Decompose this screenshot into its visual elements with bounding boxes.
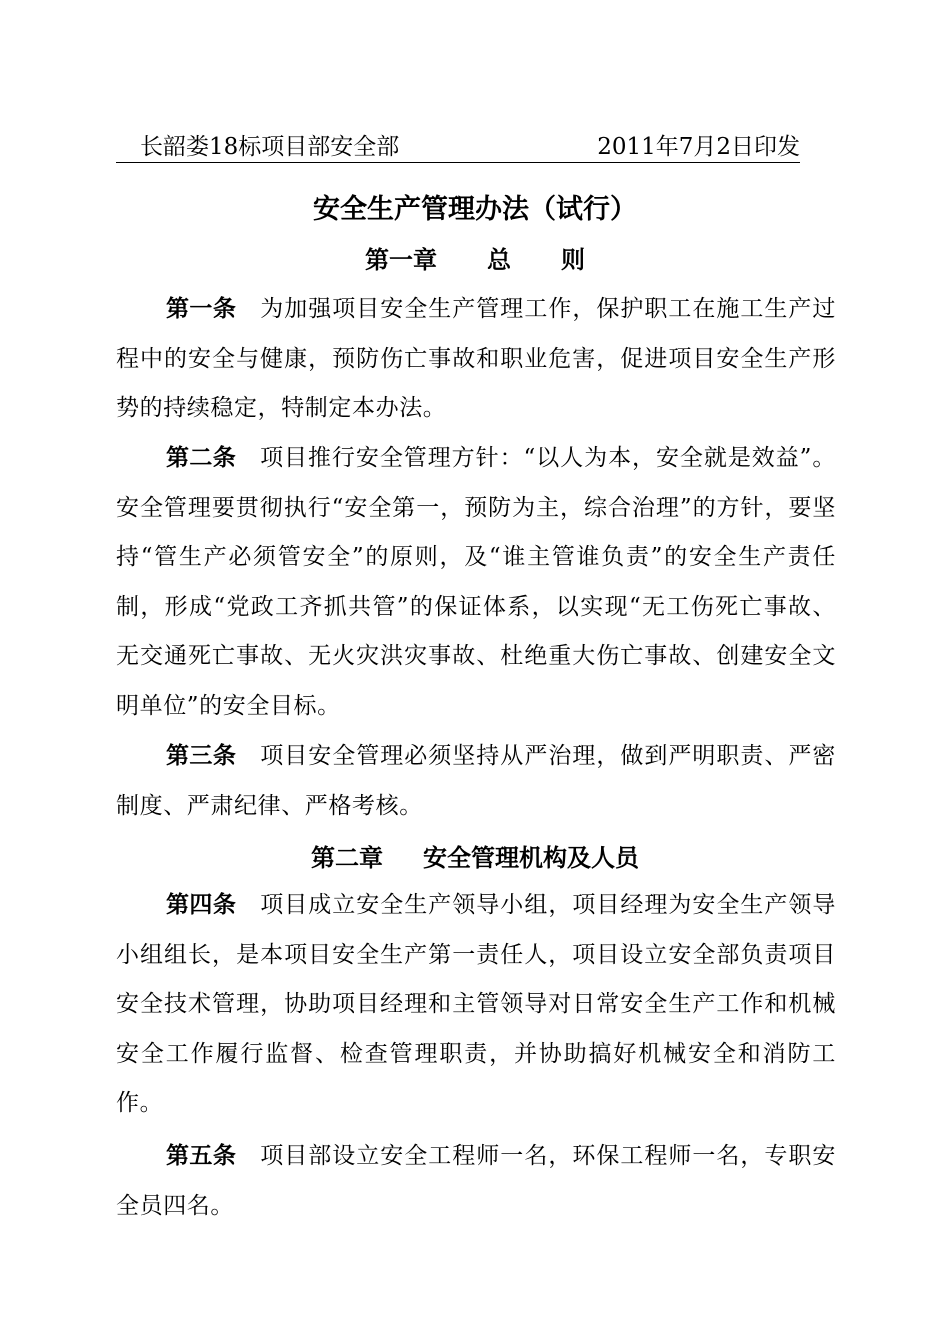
- article-text: 项目安全管理必须坚持从严治理，做到严明职责、严密制度、严肃纪律、严格考核。: [116, 743, 837, 819]
- article-paragraph: [116, 732, 836, 831]
- article-label: 第五条: [166, 1143, 237, 1169]
- article-label: 第二条: [166, 445, 237, 471]
- chapter-number: 第一章: [365, 246, 437, 274]
- article-paragraph: [116, 881, 836, 1129]
- article-paragraph: [116, 285, 836, 434]
- chapter-name: 总: [487, 246, 511, 274]
- article-text: 项目成立安全生产领导小组，项目经理为安全生产领导小组组长，是本项目安全生产第一责任人，项目设立安全部负责项目安全技术管理，协助项目经理和主管领导对日常安全生产工作和机械安全工作履行监督、检查管理职责，并协助搞好机械安全和消防工作。: [116, 892, 837, 1116]
- chapter-heading: [0, 838, 950, 878]
- chapter-heading: [0, 240, 950, 280]
- article-text: 项目部设立安全工程师一名，环保工程师一名，专职安全员四名。: [116, 1143, 837, 1219]
- chapter-name: 则: [561, 246, 585, 274]
- issue-header: [116, 132, 800, 163]
- article-label: 第三条: [166, 743, 237, 769]
- chapter-name: 安全管理机构及人员: [423, 844, 639, 872]
- article-label: 第一条: [166, 296, 237, 322]
- issuer-department: 长韶娄18标项目部安全部: [140, 134, 400, 160]
- article-paragraph: [116, 1132, 836, 1231]
- article-label: 第四条: [166, 892, 237, 918]
- article-text: 项目推行安全管理方针：“以人为本，安全就是效益”。安全管理要贯彻执行“安全第一，预防为主，综合治理”的方针，要坚持“管生产必须管安全”的原则，及“谁主管谁负责”的安全生产责任制，形成“党政工齐抓共管”的保证体系，以实现“无工伤死亡事故、无交通死亡事故、无火灾洪灾事故、杜绝重大伤亡事故、创建安全文明单位”的安全目标。: [116, 445, 836, 719]
- article-text: 为加强项目安全生产管理工作，保护职工在施工生产过程中的安全与健康，预防伤亡事故和职业危害，促进项目安全生产形势的持续稳定，特制定本办法。: [116, 296, 837, 421]
- chapter-number: 第二章: [311, 844, 383, 872]
- document-title: 安全生产管理办法（试行）: [313, 194, 637, 225]
- issue-date: 2011年7月2日印发: [597, 134, 800, 160]
- article-paragraph: [116, 434, 836, 731]
